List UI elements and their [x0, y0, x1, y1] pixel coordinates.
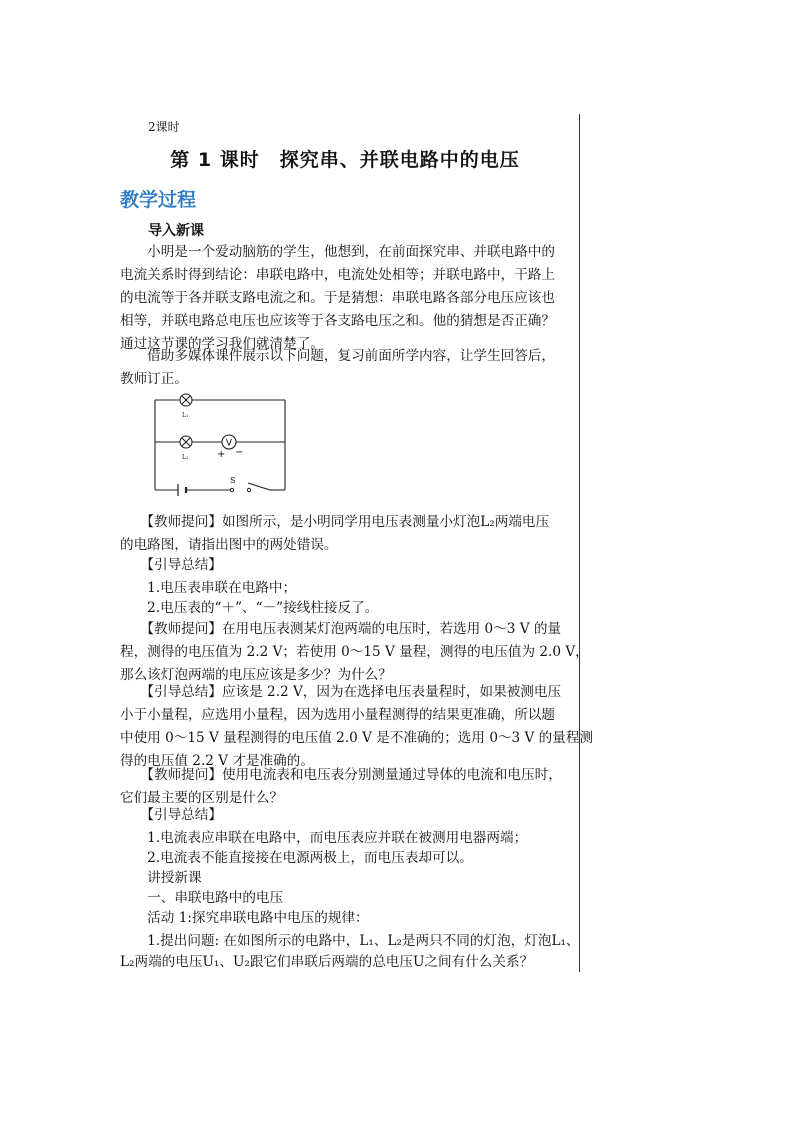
new-lesson-heading: 讲授新课: [120, 870, 202, 886]
intro-p1-line-3: 的电流等于各并联支路电流之和。于是猜想：串联电路各部分电压应该也: [120, 290, 555, 306]
activity-question-line-1: 1.提出问题: 在如图所示的电路中，L₁、L₂是两只不同的灯泡，灯泡L₁、: [120, 933, 580, 949]
q2-line-1: 【教师提问】在用电压表测某灯泡两端的电压时，若选用 0～3 V 的量: [120, 621, 562, 637]
summary2-line-2: 小于小量程，应选用小量程，因为选用小量程测得的结果更准确，所以题: [120, 707, 555, 723]
summary1-label: 【引导总结】: [120, 557, 222, 573]
q1-line-2: 的电路图，请指出图中的两处错误。: [120, 537, 338, 553]
activity-1: 活动 1:探究串联电路中电压的规律：: [120, 910, 369, 926]
summary1-item-2: 2.电压表的“＋”、“－”接线柱接反了。: [120, 600, 379, 616]
summary2-line-1: 【引导总结】应该是 2.2 V，因为在选择电压表量程时，如果被测电压: [120, 684, 562, 700]
q2-line-2: 程，测得的电压值为 2.2 V；若使用 0～15 V 量程，测得的电压值为 2.0 V，: [120, 644, 589, 660]
voltmeter-label: V: [225, 438, 233, 449]
summary2-line-3: 中使用 0～15 V 量程测得的电压值 2.0 V 是不准确的；选用 0～3 V 的量程测: [120, 730, 594, 746]
intro-p1-line-5: 通过这节课的学习我们就清楚了。: [120, 336, 324, 352]
activity-question-line-2: L₂两端的电压U₁、U₂跟它们串联后两端的总电压U之间有什么关系？: [120, 954, 534, 970]
page-column-divider: [579, 114, 580, 972]
q1-line-1: 【教师提问】如图所示，是小明同学用电压表测量小灯泡L₂两端电压: [120, 514, 550, 530]
section-heading: 教学过程: [120, 189, 197, 211]
voltmeter-plus-label: +: [217, 449, 226, 460]
summary3-label: 【引导总结】: [120, 807, 222, 823]
intro-p2-line-2: 教师订正。: [120, 371, 188, 387]
intro-p2-line-1: 借助多媒体课件展示以下问题，复习前面所学内容，让学生回答后，: [120, 348, 555, 364]
lamp-l2-icon: [180, 436, 192, 448]
intro-heading: 导入新课: [148, 223, 204, 239]
summary3-item-1: 1.电流表应串联在电路中，而电压表应并联在被测用电器两端；: [120, 830, 528, 846]
lamp-l1-icon: [180, 394, 192, 406]
q3-line-2: 它们最主要的区别是什么？: [120, 790, 284, 806]
lamp-l1-label: L₁: [182, 412, 189, 419]
lesson-tag: 2课时: [148, 120, 180, 134]
summary1-item-1: 1.电压表串联在电路中；: [120, 580, 297, 596]
intro-p1-line-1: 小明是一个爱动脑筋的学生，他想到，在前面探究串、并联电路中的: [120, 244, 555, 260]
lamp-l2-label: L₂: [182, 454, 189, 461]
summary3-item-2: 2.电流表不能直接接在电源两极上，而电压表却可以。: [120, 850, 473, 866]
new-lesson-part-1: 一、串联电路中的电压: [120, 890, 284, 906]
summary2-line-4: 得的电压值 2.2 V 才是准确的。: [120, 753, 314, 769]
intro-p1-line-4: 相等，并联电路总电压也应该等于各支路电压之和。他的猜想是否正确？: [120, 313, 555, 329]
circuit-diagram: [150, 390, 290, 500]
switch-icon: [230, 488, 250, 491]
page-title: 第 1 课时 探究串、并联电路中的电压: [170, 149, 520, 171]
battery-icon: [178, 484, 186, 496]
switch-label: S: [230, 476, 236, 485]
voltmeter-icon: [222, 435, 236, 449]
intro-p1-line-2: 电流关系时得到结论：串联电路中，电流处处相等；并联电路中，干路上: [120, 267, 555, 283]
q3-line-1: 【教师提问】使用电流表和电压表分别测量通过导体的电流和电压时，: [120, 767, 562, 783]
q2-line-3: 那么该灯泡两端的电压应该是多少？为什么？: [120, 667, 392, 683]
voltmeter-minus-label: −: [235, 447, 244, 458]
